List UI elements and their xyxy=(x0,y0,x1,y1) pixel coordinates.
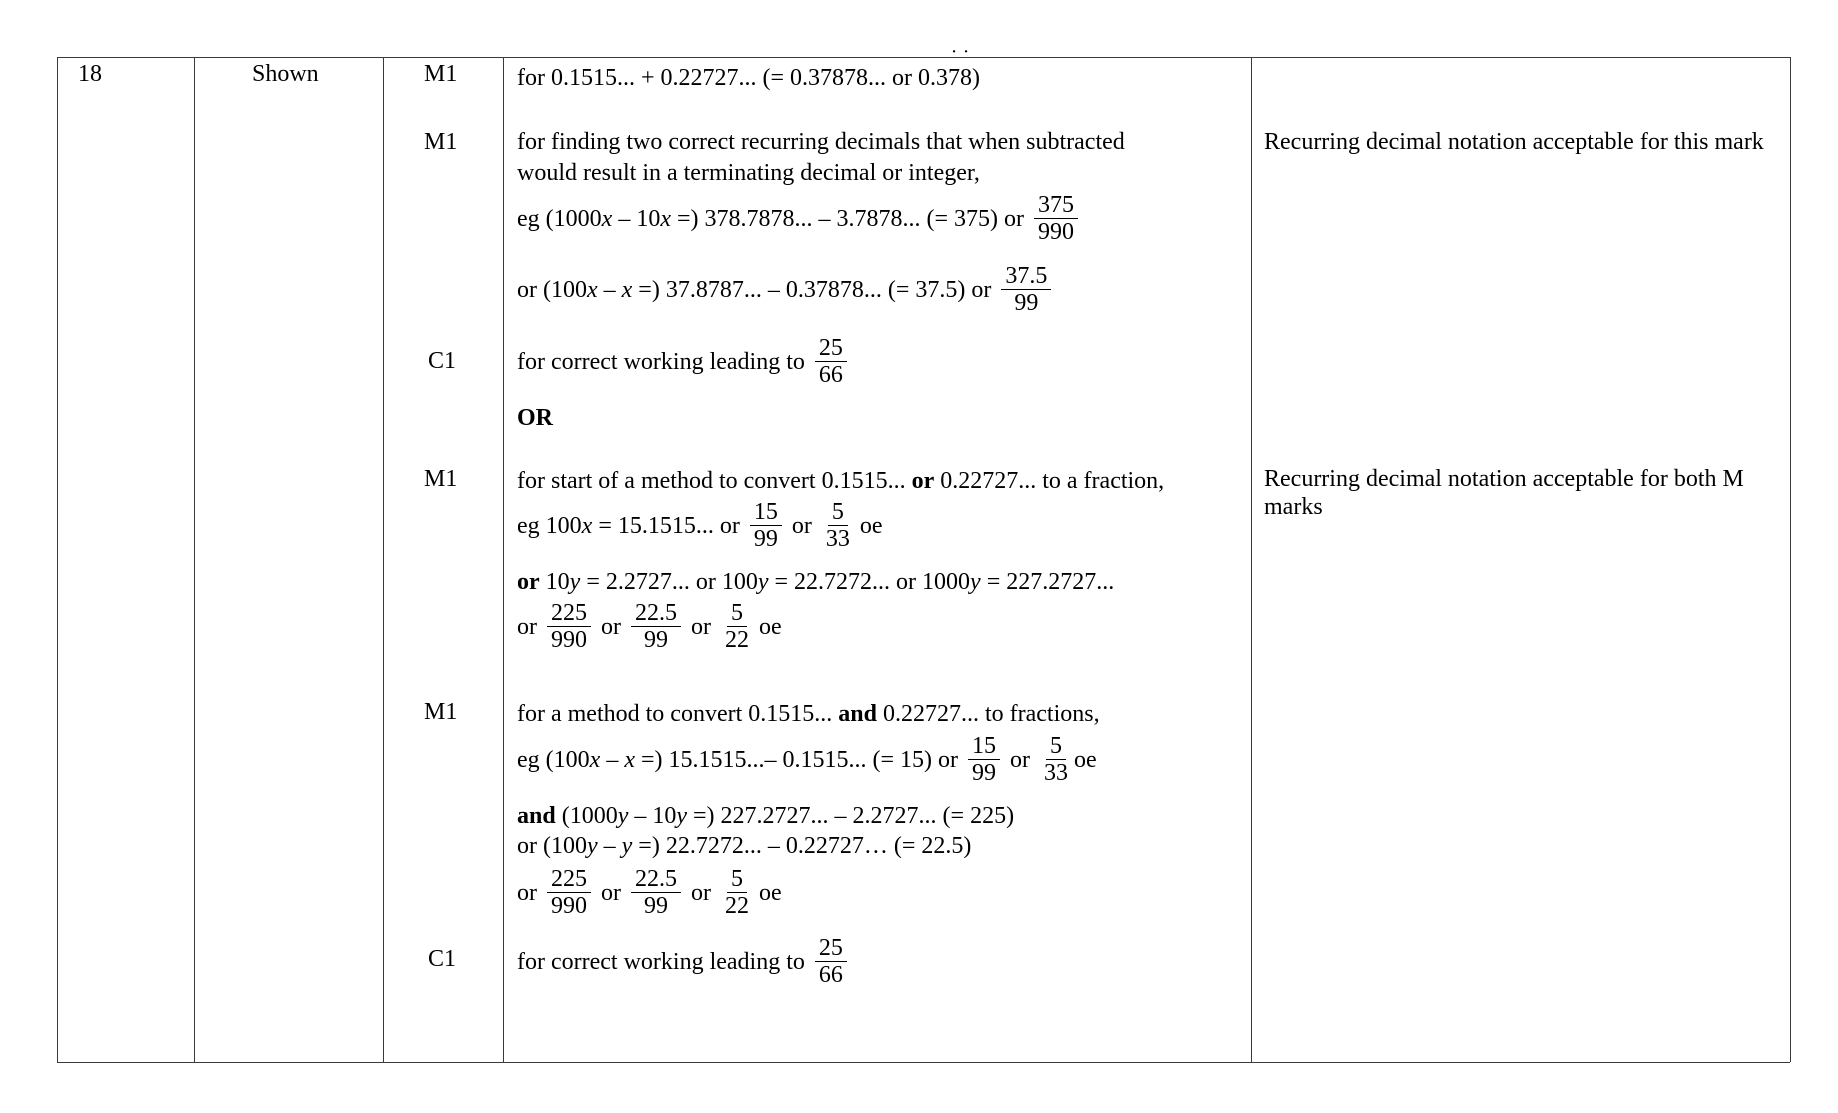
mark-label: M1 xyxy=(424,61,458,87)
table-top-border xyxy=(57,57,1790,58)
fraction: $\frac{5}{33}$ xyxy=(825,499,850,552)
table-bottom-border xyxy=(57,1062,1790,1063)
scheme-m1-sum: for 0.1515... + 0.22727... (= 0.37878... or 0.3 7 ˙ 8 ˙ ) xyxy=(517,64,980,92)
scheme-m1-convert-one-alt: or 10 y = 2.2727... or 100 y = 22.7272... or 1000 y = 227.2727... xyxy=(517,569,1115,595)
recurring-dot: 7 ˙ xyxy=(948,64,960,92)
fraction: $\frac{5}{33}$ xyxy=(1044,733,1069,786)
mark-label: C1 xyxy=(428,348,457,374)
fraction: $\frac{375}{990}$ xyxy=(1034,192,1078,245)
scheme-m1-convert-both-eg: eg (100 x – x =) 15.1515...– 0.1515... (= 15) or $\frac{15}{99}$ or $\frac{5}{33}$ oe xyxy=(517,733,1097,786)
scheme-c1-conclusion-alt: for correct working leading to $\frac{25}{66}$ xyxy=(517,935,857,988)
fraction: $\frac{15}{99}$ xyxy=(968,733,1000,786)
fraction: $\frac{5}{22}$ xyxy=(725,866,749,919)
fraction: $\frac{22.5}{99}$ xyxy=(631,600,681,653)
scheme-m1-convert-both: for a method to convert 0.1515... and 0.22727... to fractions, xyxy=(517,701,1100,727)
question-number: 18 xyxy=(78,61,102,87)
col-divider-3 xyxy=(503,57,504,1062)
scheme-m1-convert-one: for start of a method to convert 0.1515... or 0.22727... to a fraction, xyxy=(517,468,1165,494)
answer-cell: Shown xyxy=(252,61,319,87)
fraction: $\frac{225}{990}$ xyxy=(547,866,591,919)
scheme-m1-convert-one-fractions: or $\frac{225}{990}$ or $\frac{22.5}{99}$ or $\frac{5}{22}$ oe xyxy=(517,600,782,653)
mark-label: M1 xyxy=(424,129,458,155)
col-divider-2 xyxy=(383,57,384,1062)
scheme-m1-convert-both-or: or (100 y – y =) 22.7272... – 0.22727… (= 22.5) xyxy=(517,833,972,859)
fraction: $\frac{25}{66}$ xyxy=(815,935,847,988)
mark-label: M1 xyxy=(424,699,458,725)
fraction: $\frac{37.5}{99}$ xyxy=(1001,263,1051,316)
scheme-m1-subtract-eg2: or (100 x – x =) 37.8787... – 0.37878... (= 37.5) or $\frac{37.5}{99}$ xyxy=(517,263,1061,316)
scheme-m1-convert-one-eg: eg 100 x = 15.1515... or $\frac{15}{99}$ or $\frac{5}{33}$ oe xyxy=(517,499,883,552)
mark-label: M1 xyxy=(424,466,458,492)
recurring-dot: 8 ˙ xyxy=(960,64,972,92)
table-right-border xyxy=(1790,57,1791,1062)
fraction: $\frac{22.5}{99}$ xyxy=(631,866,681,919)
scheme-m1-subtract-line2: would result in a terminating decimal or integer, xyxy=(517,160,980,186)
fraction: $\frac{25}{66}$ xyxy=(815,335,847,388)
scheme-m1-convert-both-fractions: or $\frac{225}{990}$ or $\frac{22.5}{99}$ or $\frac{5}{22}$ oe xyxy=(517,866,782,919)
or-separator: OR xyxy=(517,405,553,431)
col-divider-1 xyxy=(194,57,195,1062)
scheme-c1-conclusion: for correct working leading to $\frac{25}{66}$ xyxy=(517,335,857,388)
guidance-note: Recurring decimal notation acceptable for both M marks xyxy=(1264,466,1744,520)
table-left-border xyxy=(57,57,58,1062)
scheme-m1-subtract-line1: for finding two correct recurring decimals that when subtracted xyxy=(517,129,1125,155)
mark-label: C1 xyxy=(428,946,457,972)
scheme-m1-subtract-eg1: eg (1000 x – 10 x =) 378.7878... – 3.7878... (= 375) or $\frac{375}{990}$ xyxy=(517,192,1088,245)
scheme-m1-convert-both-and: and (1000 y – 10 y =) 227.2727... – 2.2727... (= 225) xyxy=(517,803,1015,829)
guidance-note: Recurring decimal notation acceptable for this mark xyxy=(1264,129,1764,155)
fraction: $\frac{5}{22}$ xyxy=(725,600,749,653)
fraction: $\frac{225}{990}$ xyxy=(547,600,591,653)
col-divider-4 xyxy=(1251,57,1252,1062)
fraction: $\frac{15}{99}$ xyxy=(750,499,782,552)
